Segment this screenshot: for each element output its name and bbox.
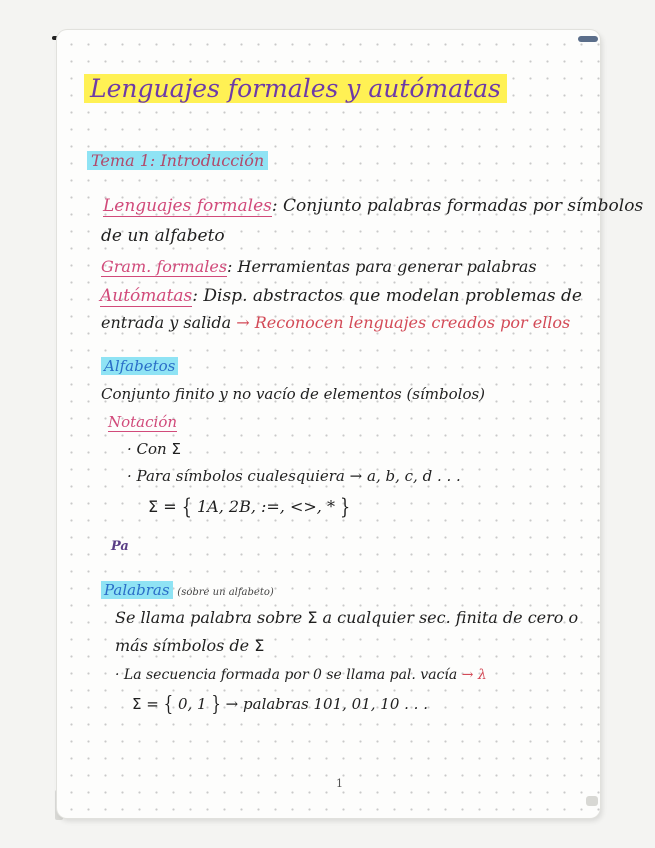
section-alfabetos: Alfabetos xyxy=(101,357,178,375)
notacion-bullet-2: · Para símbolos cualesquiera → a, b, c, d . . . xyxy=(127,467,461,485)
page-title: Lenguajes formales y autómatas xyxy=(84,74,507,103)
palabras-example: Σ = { 0, 1 } → palabras 101, 01, 10 . . . xyxy=(132,691,428,717)
def-automatas: Autómatas: Disp. abstractos que modelan problemas de xyxy=(100,286,582,306)
page-corner-tab-bottom xyxy=(586,796,598,806)
term: Gram. formales xyxy=(101,257,228,276)
handwritten-mark: Pa xyxy=(111,539,129,554)
term: Lenguajes formales xyxy=(103,196,272,216)
palabras-line-1: Se llama palabra sobre Σ a cualquier sec. finita de cero o xyxy=(115,608,579,627)
notacion-bullet-1: · Con Σ xyxy=(127,440,181,458)
term: Autómatas xyxy=(100,286,193,306)
def-gramaticas: Gram. formales: Herramientas para generar palabras xyxy=(101,257,537,276)
palabras-line-2: más símbolos de Σ xyxy=(115,636,265,655)
page-number: 1 xyxy=(336,777,343,790)
section-tema: Tema 1: Introducción xyxy=(87,151,268,170)
def-lenguajes: Lenguajes formales: Conjunto palabras formadas por símbolos xyxy=(103,196,644,216)
notacion-label: Notación xyxy=(108,413,178,431)
alfabetos-def: Conjunto finito y no vacío de elementos (símbolos) xyxy=(101,385,486,403)
alfabetos-example: Σ = { 1A, 2B, :=, <>, * } xyxy=(148,493,351,520)
def-automatas-cont: entrada y salida → Reconocen lenguajes creados por ellos xyxy=(101,313,571,332)
palabras-bullet: · La secuencia formada por 0 se llama pal. vacía → λ xyxy=(115,667,487,683)
section-palabras: Palabras (sobre un alfabeto) xyxy=(101,581,274,599)
page-corner-tab xyxy=(578,36,598,42)
def-lenguajes-cont: de un alfabeto xyxy=(101,226,225,246)
